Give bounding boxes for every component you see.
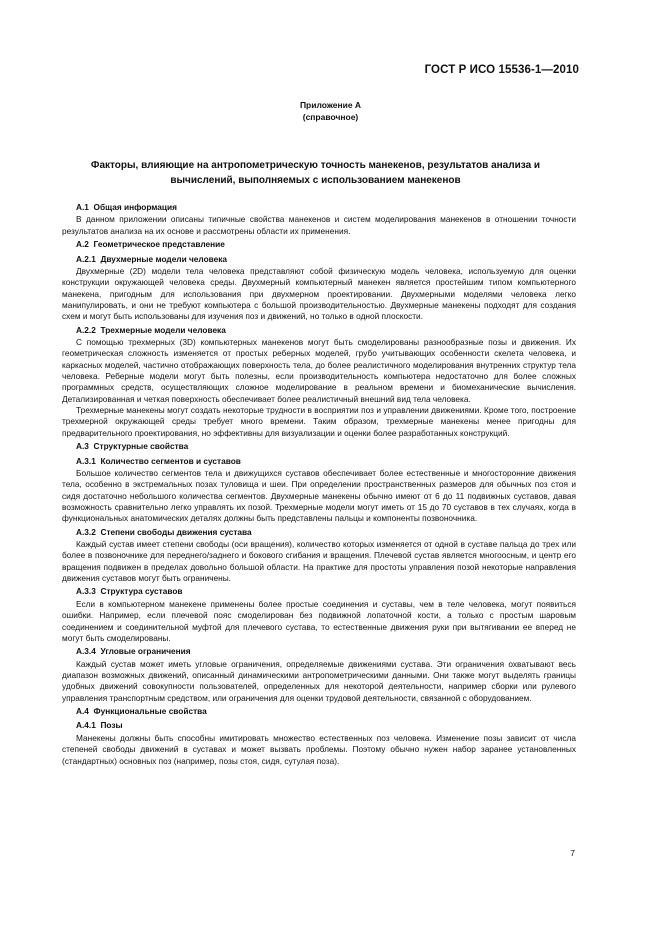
page-number: 7: [570, 848, 575, 858]
paragraph: С помощью трехмерных (3D) компьютерных манекенов могут быть смоделированы разнообразные позы и движения. Их геометрическая сложность изменяется от простых реберных моделей, грубо учитывающих особенности скелета человека, и каркасных моделей, частично отображающих поверхность тела, до более реалистичного моделирования внутренних структур тела человека. Реберные модели могут быть полезны, если производительность компьютера недостаточно для более сложных программных средств, осуществляющих сложное моделирование в реальном времени и биомеханические вычисления. Детализированная и четкая поверхность обеспечивает более реалистичный внешний вид тела человека.: [62, 337, 576, 404]
annex-title: Приложение А: [299, 100, 362, 110]
section-title: Структура суставов: [100, 586, 183, 597]
section-heading: [62, 525, 576, 539]
section-title: Количество сегментов и суставов: [100, 455, 241, 466]
section-number: А.1: [76, 202, 89, 212]
paragraph: Каждый сустав имеет степени свободы (оси вращения), количество которых изменяется от одной в суставе пальца до трех или более в позвоночнике для переднего/заднего и бокового сгибания и вращения. Плечевой сустав является многоосным, и центр его вращения подвижен в пределах довольно большой области. На практике для простоты управления позой некоторые направления движения суставов могут быть ограничены.: [62, 539, 576, 584]
section-number: А.2: [76, 239, 89, 250]
section-heading: [62, 584, 576, 598]
section-heading: [62, 200, 576, 214]
paragraph: В данном приложении описаны типичные свойства манекенов и систем моделирования манекенов в отношении точности результатов анализа на их основе и рассмотрены области их применения.: [62, 214, 576, 236]
section-number: А.3: [76, 441, 89, 452]
paragraph: Трехмерные манекены могут создать некоторые трудности в восприятии поз и управлении движениями. Кроме того, построение трехмерной окружающей среды требует много времени. Таким образом, трехмерные манекены менее пригодны для предварительного проектирования, но эффективны для визуализации и оценки более разработанных конструкций.: [62, 405, 576, 438]
section-number: А.4.1: [76, 720, 96, 731]
section-heading: [62, 718, 576, 732]
main-title: Факторы, влияющие на антропометрическую точность манекенов, результатов анализа и вычислений, выполняемых с использованием манекенов: [90, 160, 541, 186]
section-title: Позы: [100, 720, 123, 731]
section-title: Угловые ограничения: [100, 646, 191, 657]
section-number: А.3.3: [76, 586, 96, 597]
section-heading: [62, 323, 576, 337]
section-title: Общая информация: [93, 202, 177, 212]
paragraph: Каждый сустав может иметь угловые ограничения, определяемые движениями сустава. Эти ограничения охватывают весь диапазон возможных движений, описанный динамическими антропометрическими данными. Они также могут выделять границы удобных движений совокупности пользователей, определенных для некоторой деятельности, например сборки или рулевого управления транспортным средством, или ограничения для оценки трудовой деятельности, связанной с оборудованием.: [62, 658, 576, 703]
section-title: Степени свободы движения сустава: [100, 526, 252, 537]
section-title: Трехмерные модели человека: [100, 324, 226, 335]
section-title: Двухмерные модели человека: [100, 253, 228, 264]
paragraph: Манекены должны быть способны имитировать множество естественных поз человека. Изменение позы зависит от числа степеней свободы движений в суставах и может вызвать проблемы. Поэтому обычно нужен набор заранее установленных (стандартных) основных поз (например, позы стоя, сидя, сутулая поза).: [62, 732, 576, 766]
section-number: А.2.1: [76, 253, 96, 264]
section-title: Геометрическое представление: [93, 239, 225, 250]
annex-heading: [0, 99, 661, 123]
section-heading: [62, 704, 576, 718]
section-title: Функциональные свойства: [93, 706, 207, 716]
annex-subtitle: (справочное): [302, 112, 359, 122]
section-heading: [62, 439, 576, 453]
section-number: А.3.4: [76, 646, 96, 657]
section-title: Структурные свойства: [93, 441, 189, 452]
section-number: А.3.2: [76, 526, 96, 537]
section-number: А.3.1: [76, 455, 96, 466]
paragraph: Большое количество сегментов тела и движущихся суставов обеспечивает более естественные и многосторонние движения тела, особенно в экстремальных позах туловища и шеи. При определении пространственных размеров для обычных поз стоя и сидя достаточно небольшого количества сегментов. Двухмерные манекены обычно имеют от 6 до 11 подвижных суставов, давая возможность сравнительно легко управлять их позой. Трехмерные модели могут иметь от 15 до 70 суставов в тех случаях, когда в функциональных анатомических деталях должны быть представлены пальцы и компоненты позвоночника.: [62, 467, 576, 524]
paragraph: Если в компьютерном манекене применены более простые соединения и суставы, чем в теле человека, могут появиться ошибки. Например, если плечевой пояс смоделирован без подвижной лопаточной кости, а только с простым шаровым соединением и соединительной муфтой для плечевого сустава, то естественные движения руки при вытягивании ее вперед не могут быть смоделированы.: [62, 598, 576, 643]
section-heading: [62, 237, 576, 251]
section-heading: [62, 644, 576, 658]
section-number: А.4: [76, 706, 89, 716]
document-body: [62, 200, 576, 767]
section-heading: [62, 454, 576, 468]
standard-code: ГОСТ Р ИСО 15536-1—2010: [424, 64, 579, 76]
paragraph: Двухмерные (2D) модели тела человека представляют собой физическую модель человека, используемую для оценки конструкции окружающей человека среды. Двухмерный компьютерный манекен является простейшим типом компьютерного манекена, пригодным для использования при двухмерном проектировании. Двухмерными моделями человека легко манипулировать, и они не требуют компьютера с большой производительностью. Двухмерные манекены подходят для создания схем и могут быть использованы для изучения поз и движений, но только в одной плоскости.: [62, 265, 576, 322]
section-number: А.2.2: [76, 324, 96, 335]
section-heading: [62, 252, 576, 266]
